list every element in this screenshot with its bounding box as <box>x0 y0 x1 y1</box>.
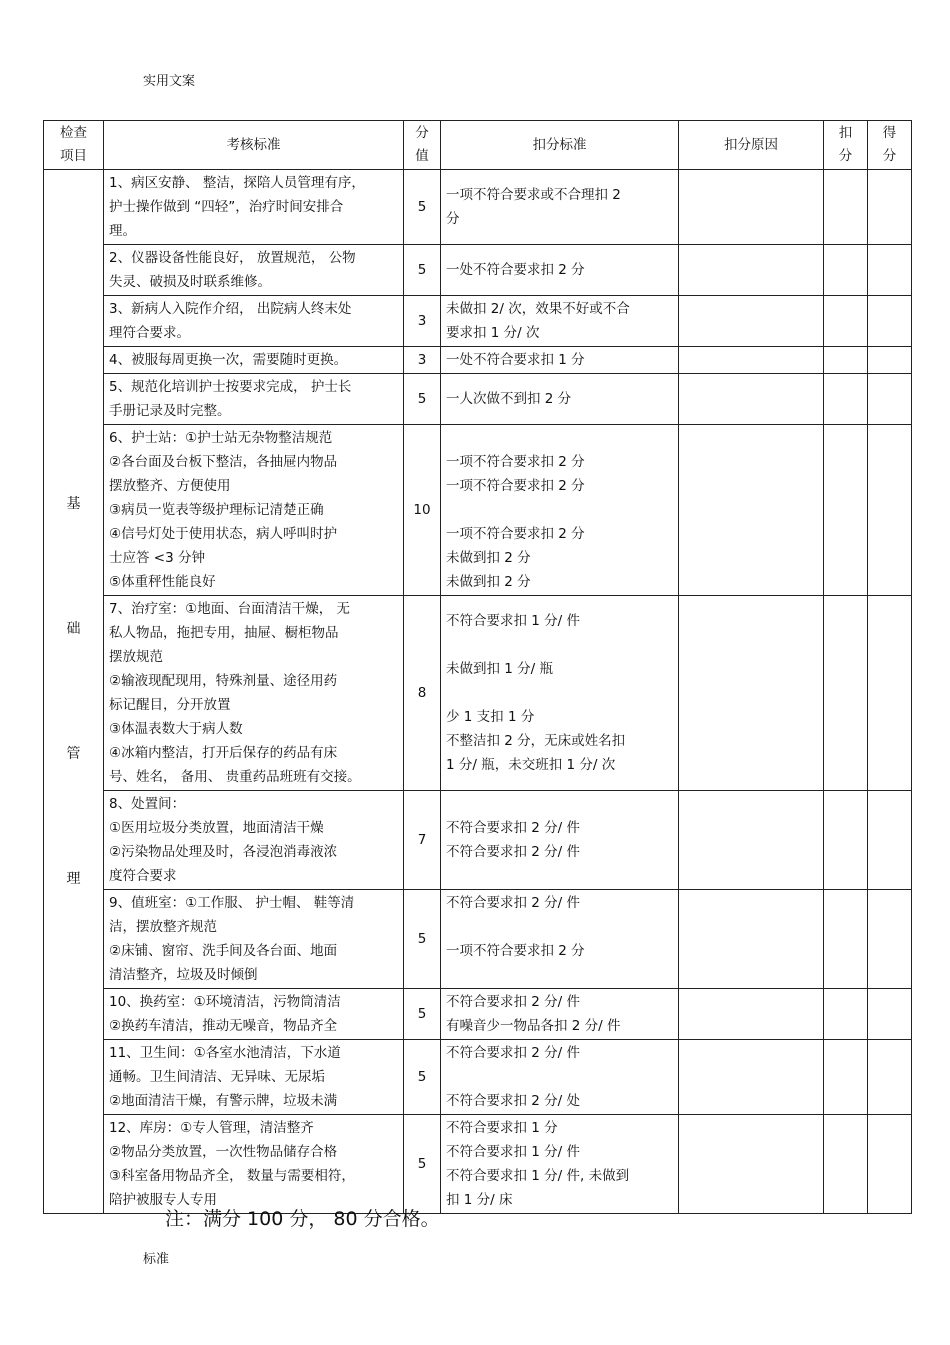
criteria-line: 11、卫生间：①各室水池清洁，下水道 <box>109 1045 341 1061</box>
criteria-line: 士应答 <3 分钟 <box>109 550 205 566</box>
deducted-cell[interactable] <box>824 1115 868 1214</box>
col-deducted: 扣 分 <box>824 121 868 170</box>
deduction-cell <box>441 347 679 374</box>
deduction-line <box>446 633 673 657</box>
score-cell: 5 <box>404 374 441 425</box>
criteria-line: 5、规范化培训护士按要求完成， 护士长 <box>109 379 352 395</box>
deduction-line <box>446 1065 673 1089</box>
obtained-cell[interactable] <box>868 890 912 989</box>
obtained-cell[interactable] <box>868 596 912 791</box>
score-cell: 5 <box>404 989 441 1040</box>
table-row <box>44 989 912 1040</box>
criteria-line: 陪护被服专人专用 <box>109 1192 217 1208</box>
deducted-cell[interactable] <box>824 989 868 1040</box>
criteria-line: 摆放规范 <box>109 649 163 665</box>
score-cell: 8 <box>404 596 441 791</box>
col-reason: 扣分原因 <box>679 121 824 170</box>
score-note: 注：满分 100 分， 80 分合格。 <box>165 1208 440 1230</box>
obtained-cell[interactable] <box>868 374 912 425</box>
reason-cell[interactable] <box>679 245 824 296</box>
deduction-line <box>446 915 673 939</box>
deduction-line: 未做扣 2/ 次，效果不好或不合 <box>446 301 630 317</box>
criteria-line: 护士操作做到 “四轻”，治疗时间安排合 <box>109 199 344 215</box>
deduction-cell <box>441 170 679 245</box>
deduction-line <box>446 681 673 705</box>
deduction-line: 未做到扣 2 分 <box>446 574 531 590</box>
criteria-line: ①医用垃圾分类放置，地面清洁干燥 <box>109 820 324 836</box>
criteria-line: 通畅。卫生间清洁、无异味、无尿垢 <box>109 1069 325 1085</box>
deducted-cell[interactable] <box>824 596 868 791</box>
table-row <box>44 374 912 425</box>
criteria-cell <box>104 596 404 791</box>
deduction-cell <box>441 374 679 425</box>
deducted-cell[interactable] <box>824 296 868 347</box>
deduction-cell <box>441 596 679 791</box>
table-row <box>44 170 912 245</box>
criteria-line: ⑤体重秤性能良好 <box>109 574 216 590</box>
deduction-line: 不符合要求扣 2 分/ 件 <box>446 820 581 836</box>
deduction-cell <box>441 890 679 989</box>
obtained-cell[interactable] <box>868 170 912 245</box>
reason-cell[interactable] <box>679 791 824 890</box>
reason-cell[interactable] <box>679 890 824 989</box>
deduction-line: 一项不符合要求或不合理扣 2 <box>446 187 621 203</box>
criteria-line: 手册记录及时完整。 <box>109 403 231 419</box>
criteria-line: 私人物品，拖把专用，抽屉、橱柜物品 <box>109 625 339 641</box>
criteria-line: 8、处置间： <box>109 796 186 812</box>
criteria-cell <box>104 1115 404 1214</box>
header-row <box>44 121 912 170</box>
score-cell: 5 <box>404 890 441 989</box>
score-cell: 10 <box>404 425 441 596</box>
score-cell: 5 <box>404 245 441 296</box>
deducted-cell[interactable] <box>824 374 868 425</box>
criteria-line: 7、治疗室：①地面、台面清洁干燥， 无 <box>109 601 350 617</box>
deduction-line: 不符合要求扣 2 分/ 件 <box>446 895 581 911</box>
col-obtained: 得 分 <box>868 121 912 170</box>
table-row <box>44 596 912 791</box>
deduction-cell <box>441 1040 679 1115</box>
criteria-line: ④冰箱内整洁，打开后保存的药品有床 <box>109 745 338 761</box>
score-cell: 3 <box>404 347 441 374</box>
obtained-cell[interactable] <box>868 245 912 296</box>
criteria-line: ③体温表数大于病人数 <box>109 721 243 737</box>
category-char: 基 <box>66 495 81 512</box>
reason-cell[interactable] <box>679 296 824 347</box>
criteria-line: 4、被服每周更换一次，需要随时更换。 <box>109 352 348 368</box>
category-char: 管 <box>66 745 81 762</box>
deduction-line: 少 1 支扣 1 分 <box>446 709 535 725</box>
deduction-cell <box>441 791 679 890</box>
deduction-cell <box>441 296 679 347</box>
deduction-line: 1 分/ 瓶，未交班扣 1 分/ 次 <box>446 757 616 773</box>
reason-cell[interactable] <box>679 425 824 596</box>
obtained-cell[interactable] <box>868 296 912 347</box>
criteria-line: 10、换药室：①环境清洁，污物筒清洁 <box>109 994 341 1010</box>
obtained-cell[interactable] <box>868 1040 912 1115</box>
criteria-cell <box>104 791 404 890</box>
criteria-line: 标记醒目，分开放置 <box>109 697 231 713</box>
criteria-line: ④信号灯处于使用状态，病人呼叫时护 <box>109 526 338 542</box>
table-row <box>44 791 912 890</box>
deduction-line <box>446 426 673 450</box>
category-char: 础 <box>66 620 81 637</box>
criteria-line: 2、仪器设备性能良好， 放置规范， 公物 <box>109 250 356 266</box>
deduction-line: 一人次做不到扣 2 分 <box>446 391 572 407</box>
criteria-line: ②地面清洁干燥，有警示牌，垃圾未满 <box>109 1093 338 1109</box>
deducted-cell[interactable] <box>824 791 868 890</box>
deducted-cell[interactable] <box>824 170 868 245</box>
reason-cell[interactable] <box>679 170 824 245</box>
deduction-line: 未做到扣 1 分/ 瓶 <box>446 661 554 677</box>
reason-cell[interactable] <box>679 347 824 374</box>
criteria-line: 摆放整齐、方便使用 <box>109 478 231 494</box>
score-cell: 5 <box>404 1040 441 1115</box>
inspection-table <box>43 120 912 1214</box>
criteria-cell <box>104 890 404 989</box>
reason-cell[interactable] <box>679 989 824 1040</box>
deduction-line: 一项不符合要求扣 2 分 <box>446 526 585 542</box>
deduction-line: 不符合要求扣 1 分/ 件 <box>446 1144 581 1160</box>
col-item: 检查 项目 <box>44 121 104 170</box>
deduction-line: 不符合要求扣 1 分/ 件 <box>446 613 581 629</box>
deduction-line: 要求扣 1 分/ 次 <box>446 325 540 341</box>
criteria-line: 洁，摆放整齐规范 <box>109 919 217 935</box>
deduction-line: 不符合要求扣 2 分/ 处 <box>446 1093 581 1109</box>
deduction-line: 有噪音少一物品各扣 2 分/ 件 <box>446 1018 621 1034</box>
score-cell: 5 <box>404 1115 441 1214</box>
criteria-line: 理。 <box>109 223 136 239</box>
criteria-line: 6、护士站：①护士站无杂物整洁规范 <box>109 430 333 446</box>
score-cell: 5 <box>404 170 441 245</box>
deducted-cell[interactable] <box>824 890 868 989</box>
criteria-cell <box>104 425 404 596</box>
criteria-line: ②换药车清洁，推动无噪音，物品齐全 <box>109 1018 338 1034</box>
category-cell <box>44 170 104 1214</box>
obtained-cell[interactable] <box>868 347 912 374</box>
criteria-line: ③病员一览表等级护理标记清楚正确 <box>109 502 324 518</box>
score-cell: 3 <box>404 296 441 347</box>
deduction-cell <box>441 425 679 596</box>
deduction-line: 不符合要求扣 2 分/ 件 <box>446 844 581 860</box>
deduction-line: 不符合要求扣 1 分 <box>446 1120 558 1136</box>
category-char: 理 <box>66 870 81 887</box>
deduction-line: 一项不符合要求扣 2 分 <box>446 943 585 959</box>
criteria-cell <box>104 170 404 245</box>
deduction-cell <box>441 245 679 296</box>
criteria-line: ②物品分类放置，一次性物品储存合格 <box>109 1144 338 1160</box>
deduction-line: 一处不符合要求扣 2 分 <box>446 262 585 278</box>
col-criteria: 考核标准 <box>104 121 404 170</box>
deduction-line <box>446 963 673 987</box>
criteria-line: 失灵、破损及时联系维修。 <box>109 274 271 290</box>
criteria-cell <box>104 245 404 296</box>
reason-cell[interactable] <box>679 374 824 425</box>
deducted-cell[interactable] <box>824 1040 868 1115</box>
criteria-cell <box>104 1040 404 1115</box>
table-row <box>44 425 912 596</box>
deduction-line <box>446 498 673 522</box>
criteria-line: ②床铺、窗帘、洗手间及各台面、地面 <box>109 943 338 959</box>
criteria-cell <box>104 347 404 374</box>
deducted-cell[interactable] <box>824 347 868 374</box>
criteria-cell <box>104 374 404 425</box>
deduction-line: 不符合要求扣 1 分/ 件, 未做到 <box>446 1168 630 1184</box>
score-cell: 7 <box>404 791 441 890</box>
criteria-line: 号、姓名， 备用、 贵重药品班班有交接。 <box>109 769 361 785</box>
table-row <box>44 1115 912 1214</box>
obtained-cell[interactable] <box>868 1115 912 1214</box>
deduction-line: 扣 1 分/ 床 <box>446 1192 513 1208</box>
deducted-cell[interactable] <box>824 425 868 596</box>
table-row <box>44 347 912 374</box>
criteria-line: 度符合要求 <box>109 868 177 884</box>
deduction-cell <box>441 1115 679 1214</box>
page-footer: 标准 <box>143 1252 170 1267</box>
criteria-line: 清洁整齐，垃圾及时倾倒 <box>109 967 258 983</box>
deduction-line: 不整洁扣 2 分，无床或姓名扣 <box>446 733 626 749</box>
obtained-cell[interactable] <box>868 791 912 890</box>
criteria-cell <box>104 989 404 1040</box>
criteria-line: ②各台面及台板下整洁，各抽屉内物品 <box>109 454 338 470</box>
deducted-cell[interactable] <box>824 245 868 296</box>
col-score: 分 值 <box>404 121 441 170</box>
criteria-line: 3、新病人入院作介绍， 出院病人终末处 <box>109 301 352 317</box>
criteria-line: ②输液现配现用，特殊剂量、途径用药 <box>109 673 338 689</box>
col-deduction: 扣分标准 <box>441 121 679 170</box>
deduction-line: 一项不符合要求扣 2 分 <box>446 478 585 494</box>
deduction-line: 一处不符合要求扣 1 分 <box>446 352 585 368</box>
obtained-cell[interactable] <box>868 989 912 1040</box>
criteria-cell <box>104 296 404 347</box>
deduction-line: 不符合要求扣 2 分/ 件 <box>446 994 581 1010</box>
obtained-cell[interactable] <box>868 425 912 596</box>
table-row <box>44 245 912 296</box>
table-row <box>44 1040 912 1115</box>
deduction-line: 一项不符合要求扣 2 分 <box>446 454 585 470</box>
table-row <box>44 890 912 989</box>
table-row <box>44 296 912 347</box>
deduction-cell <box>441 989 679 1040</box>
page-header: 实用文案 <box>143 74 196 89</box>
criteria-line: 9、值班室：①工作服、 护士帽、 鞋等清 <box>109 895 355 911</box>
criteria-line: 1、病区安静、 整洁，探陪人员管理有序， <box>109 175 365 191</box>
reason-cell[interactable] <box>679 1115 824 1214</box>
criteria-line: 12、库房：①专人管理，清洁整齐 <box>109 1120 314 1136</box>
reason-cell[interactable] <box>679 596 824 791</box>
reason-cell[interactable] <box>679 1040 824 1115</box>
deduction-line: 不符合要求扣 2 分/ 件 <box>446 1045 581 1061</box>
criteria-line: ③科室备用物品齐全， 数量与需要相符， <box>109 1168 355 1184</box>
deduction-line: 未做到扣 2 分 <box>446 550 531 566</box>
criteria-line: ②污染物品处理及时，各浸泡消毒液浓 <box>109 844 338 860</box>
criteria-line: 理符合要求。 <box>109 325 190 341</box>
deduction-line: 分 <box>446 211 460 227</box>
